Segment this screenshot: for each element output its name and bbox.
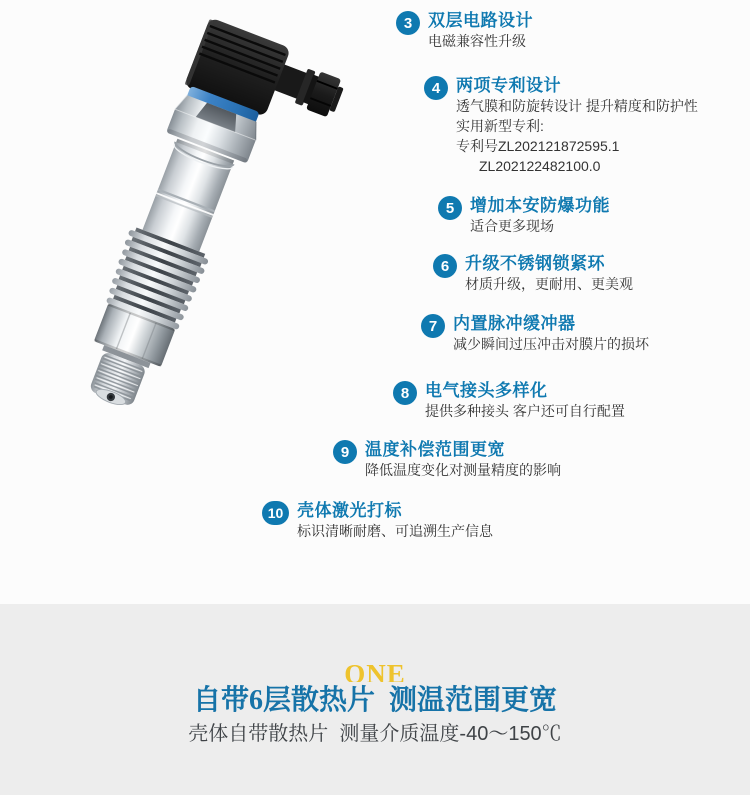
feature-title: 电气接头多样化	[425, 381, 548, 400]
feature-item-10	[262, 501, 493, 541]
feature-title: 内置脉冲缓冲器	[453, 314, 576, 333]
feature-number-badge: 9	[333, 440, 357, 464]
feature-desc: 透气膜和防旋转设计 提升精度和防护性	[456, 98, 698, 114]
section-headline: 自带6层散热片 测温范围更宽	[192, 685, 557, 716]
feature-item-6	[433, 254, 633, 294]
feature-text	[428, 11, 533, 51]
feature-text	[297, 501, 493, 541]
feature-item-8	[393, 381, 625, 421]
feature-desc: 实用新型专利:	[456, 118, 544, 134]
feature-item-4	[424, 76, 698, 176]
feature-desc: 电磁兼容性升级	[428, 33, 526, 49]
watermark-clip	[0, 664, 750, 682]
feature-text	[456, 76, 698, 176]
feature-number-badge: 5	[438, 196, 462, 220]
feature-title: 壳体激光打标	[297, 501, 402, 520]
feature-desc: 降低温度变化对测量精度的影响	[365, 462, 561, 478]
feature-title: 增加本安防爆功能	[470, 196, 610, 215]
feature-item-9	[333, 440, 561, 480]
feature-text	[365, 440, 561, 480]
feature-text	[465, 254, 633, 294]
feature-text	[453, 314, 649, 354]
section-subline: 壳体自带散热片 测量介质温度-40～150℃	[188, 723, 562, 745]
watermark-one: ONE	[344, 664, 406, 682]
feature-desc: 减少瞬间过压冲击对膜片的损坏	[453, 336, 649, 352]
feature-number-badge: 7	[421, 314, 445, 338]
feature-text	[470, 196, 610, 236]
feature-desc: 材质升级，更耐用、更美观	[465, 276, 633, 292]
feature-desc: 标识清晰耐磨、可追溯生产信息	[297, 523, 493, 539]
feature-number-badge: 4	[424, 76, 448, 100]
feature-number-badge: 10	[262, 501, 289, 525]
feature-item-7	[421, 314, 649, 354]
feature-item-3	[396, 11, 533, 51]
product-photo	[28, 0, 368, 430]
feature-number-badge: 8	[393, 381, 417, 405]
feature-item-5	[438, 196, 610, 236]
feature-number-badge: 6	[433, 254, 457, 278]
feature-title: 升级不锈钢锁紧环	[465, 254, 605, 273]
feature-title: 两项专利设计	[456, 76, 561, 95]
feature-desc: 专利号ZL202121872595.1	[456, 138, 620, 154]
feature-number-badge: 3	[396, 11, 420, 35]
feature-text	[425, 381, 625, 421]
feature-title: 温度补偿范围更宽	[365, 440, 505, 459]
feature-desc: 适合更多现场	[470, 218, 554, 234]
feature-title: 双层电路设计	[428, 11, 533, 30]
feature-desc: 提供多种接头 客户还可自行配置	[425, 403, 625, 419]
feature-desc: ZL202122482100.0	[479, 158, 601, 174]
